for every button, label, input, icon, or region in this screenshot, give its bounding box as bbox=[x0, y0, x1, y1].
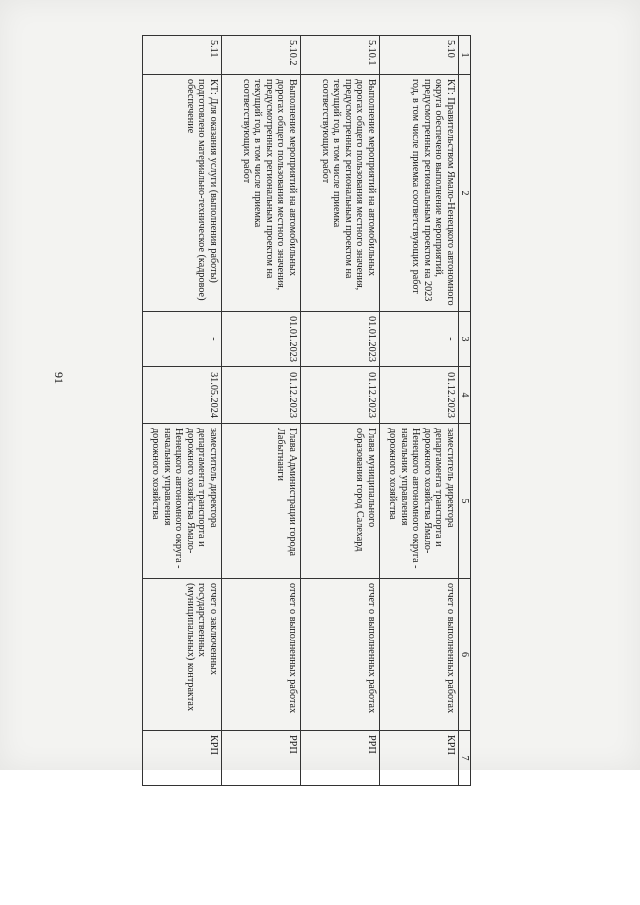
row-number: 5.11 bbox=[143, 36, 222, 75]
col-header-5: 5 bbox=[459, 424, 471, 579]
col-header-2: 2 bbox=[459, 75, 471, 312]
col-header-1: 1 bbox=[459, 36, 471, 75]
table-row bbox=[380, 36, 459, 786]
row-number: 5.10.1 bbox=[301, 36, 380, 75]
row-responsible: заместитель директора департамента транспорта и дорожного хозяйства Ямало-Ненецкого автономного округа - начальник управления дорожного хозяйства bbox=[143, 424, 222, 579]
row-responsible: Глава Администрации города Лабытнанги bbox=[222, 424, 301, 579]
col-header-3: 3 bbox=[459, 312, 471, 367]
control-points-table bbox=[142, 35, 471, 786]
row-description: Выполнение мероприятий на автомобильных дорогах общего пользования местного значения, предусмотренных региональным проектом на текущий год, в том числе приемка соответствующих работ bbox=[301, 75, 380, 312]
row-document: отчет о заключенных государственных (муниципальных) контрактах bbox=[143, 579, 222, 731]
rotated-table-wrapper bbox=[111, 35, 471, 761]
col-header-6: 6 bbox=[459, 579, 471, 731]
col-header-7: 7 bbox=[459, 731, 471, 786]
table-row bbox=[301, 36, 380, 786]
row-description: КТ: Правительством Ямало-Ненецкого автономного округа обеспечено выполнение мероприятий, предусмотренных региональным проектом на 2023 год, в том числе приемка соответствующих работ bbox=[380, 75, 459, 312]
table-row bbox=[222, 36, 301, 786]
row-description: Выполнение мероприятий на автомобильных дорогах общего пользования местного значения, предусмотренных региональным проектом на текущий год, в том числе приемка соответствующих работ bbox=[222, 75, 301, 312]
row-document: отчет о выполненных работах bbox=[222, 579, 301, 731]
row-level: КРП bbox=[380, 731, 459, 786]
table-header-row bbox=[459, 36, 471, 786]
row-end-date: 01.12.2023 bbox=[380, 367, 459, 424]
row-number: 5.10 bbox=[380, 36, 459, 75]
row-level: РРП bbox=[301, 731, 380, 786]
row-start-date: - bbox=[380, 312, 459, 367]
row-description: КТ: Для оказания услуги (выполнения работы) подготовлено материально-техническое (кадровое) обеспечение bbox=[143, 75, 222, 312]
table-row bbox=[143, 36, 222, 786]
row-document: отчет о выполненных работах bbox=[301, 579, 380, 731]
page-number: 91 bbox=[52, 372, 66, 384]
row-end-date: 01.12.2023 bbox=[301, 367, 380, 424]
row-document: отчет о выполненных работах bbox=[380, 579, 459, 731]
row-responsible: Глава муниципального образования город Салехард bbox=[301, 424, 380, 579]
row-end-date: 01.12.2023 bbox=[222, 367, 301, 424]
row-start-date: 01.01.2023 bbox=[301, 312, 380, 367]
row-start-date: - bbox=[143, 312, 222, 367]
row-start-date: 01.01.2023 bbox=[222, 312, 301, 367]
row-end-date: 31.05.2024 bbox=[143, 367, 222, 424]
row-level: КРП bbox=[143, 731, 222, 786]
col-header-4: 4 bbox=[459, 367, 471, 424]
row-responsible: заместитель директора департамента транспорта и дорожного хозяйства Ямало-Ненецкого автономного округа - начальник управления дорожного хозяйства bbox=[380, 424, 459, 579]
row-level: РРП bbox=[222, 731, 301, 786]
row-number: 5.10.2 bbox=[222, 36, 301, 75]
